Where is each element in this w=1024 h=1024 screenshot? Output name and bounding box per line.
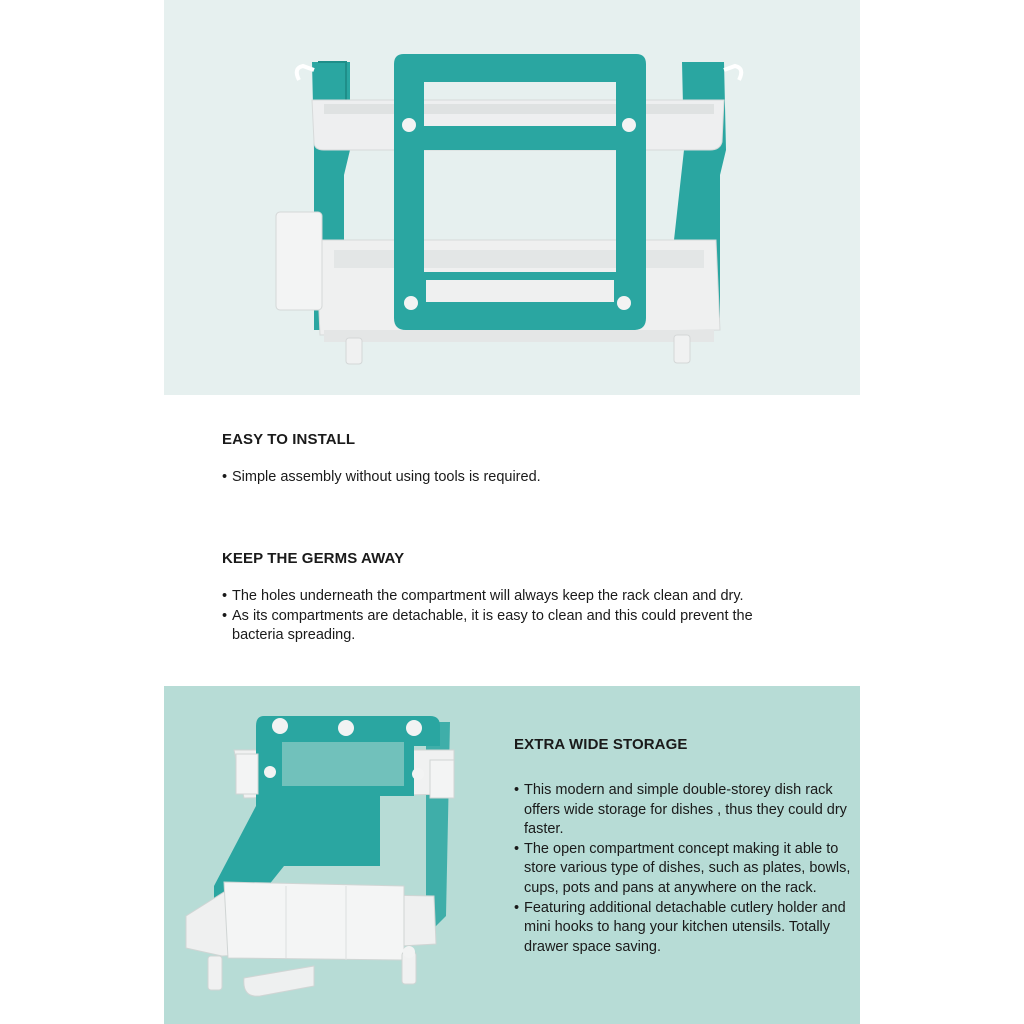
list-item: • The holes underneath the compartment will always keep the rack clean and dry. — [222, 587, 792, 607]
bullet-icon: • — [514, 899, 520, 916]
right-hook-icon — [724, 66, 741, 80]
right-leg — [674, 335, 690, 363]
bullet-list — [514, 781, 854, 957]
bullet-icon: • — [222, 588, 228, 604]
list-item: • This modern and simple double-storey dish rack offers wide storage for dishes , thus they could dry faster. — [514, 782, 847, 838]
bullet-icon: • — [514, 840, 520, 857]
list-item: • Simple assembly without using tools is required. — [222, 468, 842, 488]
hero-product-image — [164, 0, 860, 395]
left-hook-icon — [297, 66, 314, 80]
section-title: EASY TO INSTALL — [222, 431, 356, 448]
section-title: EXTRA WIDE STORAGE — [514, 736, 688, 753]
dish-rack-side-illustration — [164, 686, 504, 1024]
extra-wide-storage-section — [514, 736, 854, 957]
list-item: • As its compartments are detachable, it is easy to clean and this could prevent the bacteria spreading. — [222, 607, 753, 643]
bullet-icon: • — [222, 607, 228, 624]
extra-wide-storage-banner — [164, 686, 860, 1024]
list-item: • Featuring additional detachable cutlery holder and mini hooks to hang your kitchen utensils. Totally drawer space saving. — [514, 899, 846, 955]
left-leg — [346, 338, 362, 364]
list-item: • The open compartment concept making it able to store various type of dishes, such as plates, bowls, cups, pots and pans at anywhere on the rack. — [514, 840, 851, 896]
bullet-list — [222, 587, 792, 646]
section-title: KEEP THE GERMS AWAY — [222, 550, 405, 567]
bullet-icon: • — [514, 782, 520, 798]
keep-germs-away-section — [222, 550, 842, 646]
easy-to-install-section — [222, 431, 842, 488]
dish-rack-front-illustration — [164, 0, 860, 395]
bullet-icon: • — [222, 469, 228, 485]
cutlery-holder — [276, 212, 322, 310]
bullet-list — [222, 468, 842, 488]
